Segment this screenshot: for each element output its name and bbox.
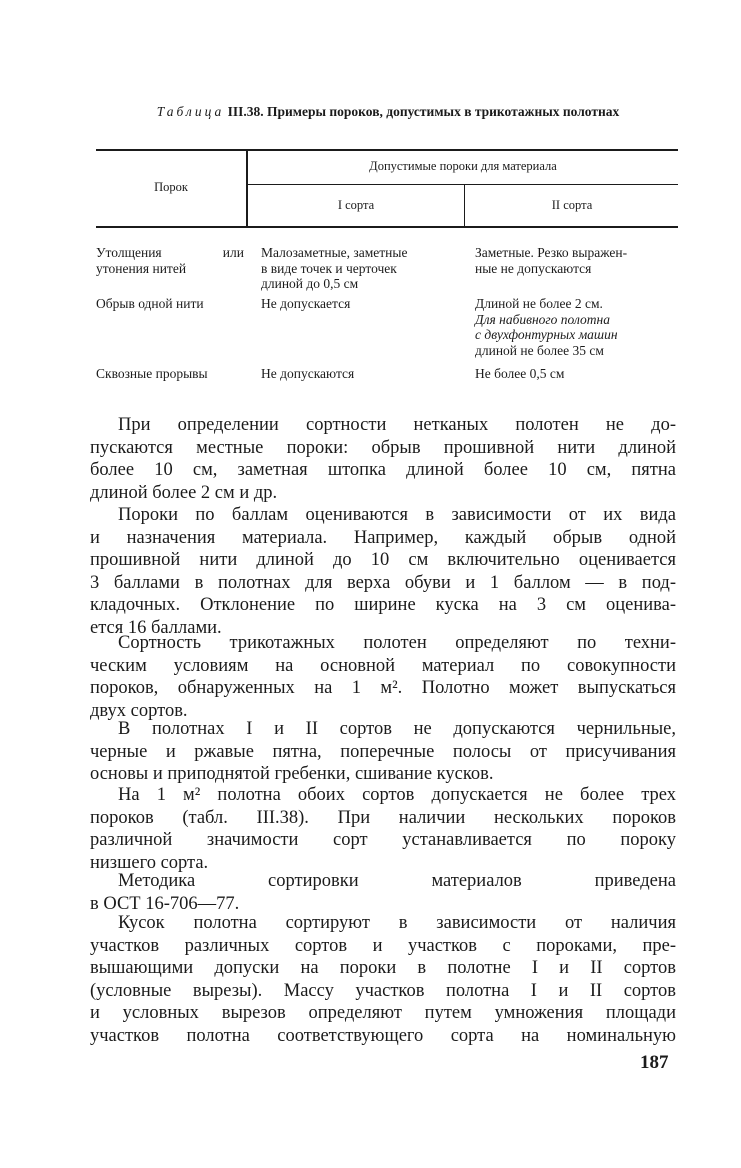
text-line: черные и ржавые пятна, поперечные полосы от присучивания (90, 741, 676, 762)
text-line: (условные вырезы). Массу участков полотна I и II сортов (90, 980, 676, 1001)
text-line: и условных вырезов определяют путем умножения площади (90, 1003, 676, 1023)
text-line: участков полотна соответствующего сорта на номинальную (90, 1025, 676, 1046)
text-line: вышающими допуски на пороки в полотне I и II сортов (90, 958, 676, 978)
text-line: двух сортов. (90, 700, 188, 721)
table-row-3-defect (96, 366, 256, 382)
paragraph-1 (90, 414, 676, 504)
header-grade-2: II сорта (551, 198, 593, 212)
cell-line: в виде точек и черточек (261, 260, 397, 276)
text-line: пороков (табл. III.38). При наличии нескольких пороков (90, 807, 676, 828)
text-line: Сортность трикотажных полотен определяют по техни- (118, 633, 676, 653)
cell-line: длиной не более 35 см (475, 342, 604, 358)
header-grade-1: I сорта (337, 198, 375, 212)
table-row-1-grade-1 (261, 245, 461, 292)
page-number: 187 (640, 1052, 669, 1073)
table-caption-lead: Таблица (156, 104, 225, 119)
table-row-2-grade-2 (475, 296, 680, 358)
table-grade-divider (464, 185, 465, 227)
table-row-2-grade-1 (261, 296, 461, 312)
cell-line: Утолщения или (96, 245, 244, 260)
text-line: пороков, обнаруженных на 1 м². Полотно может выпускаться (90, 678, 676, 698)
cell-line: Не допускается (261, 296, 351, 311)
text-line: и назначения материала. Например, каждый обрыв одной (90, 527, 676, 548)
table-row-3-grade-1 (261, 366, 461, 382)
text-line: основы и приподнятой гребенки, сшивание кусков. (90, 764, 494, 784)
text-line: ческим условиям на основной материал по совокупности (90, 655, 676, 676)
cell-line: Малозаметные, заметные (261, 245, 408, 260)
cell-line: Длиной не более 2 см. (475, 296, 603, 311)
header-defect: Порок (154, 180, 188, 194)
table-top-rule (96, 149, 678, 151)
table-row-1-defect (96, 245, 244, 276)
cell-line: утонения нитей (96, 260, 187, 276)
cell-line: ные не допускаются (475, 260, 592, 276)
cell-line: Заметные. Резко выражен- (475, 245, 628, 260)
text-line: На 1 м² полотна обоих сортов допускается не более трех (118, 785, 676, 805)
text-line: низшего сорта. (90, 852, 209, 873)
text-line: ется 16 баллами. (90, 617, 222, 638)
text-line: 3 баллами в полотнах для верха обуви и 1 баллом — в под- (90, 572, 676, 593)
table-row-2-defect (96, 296, 244, 312)
text-line: участков различных сортов и участков с пороками, пре- (90, 935, 676, 956)
cell-line: Сквозные прорывы (96, 366, 208, 381)
text-line: В полотнах I и II сортов не допускаются чернильные, (118, 719, 676, 739)
table-caption (96, 104, 680, 119)
cell-line: Не более 0,5 см (475, 366, 565, 381)
text-line: При определении сортности нетканых полотен не до- (118, 415, 676, 435)
header-allowed-defects: Допустимые пороки для материала (369, 159, 557, 173)
text-line: Кусок полотна сортируют в зависимости от наличия (118, 913, 676, 933)
table-caption-text: III.38. Примеры пороков, допустимых в трикотажных полотнах (227, 104, 620, 119)
paragraph-5 (90, 784, 676, 874)
text-line: длиной более 2 см и др. (90, 482, 278, 503)
text-line: более 10 см, заметная штопка длиной более 10 см, пятна (90, 460, 676, 480)
table-subheader-rule (247, 184, 678, 185)
text-line: в ОСТ 16-706—77. (90, 893, 240, 914)
cell-line: длиной до 0,5 см (261, 276, 359, 291)
text-line: пускаются местные пороки: обрыв прошивной нити длиной (90, 437, 676, 458)
text-line: Методика сортировки материалов приведена (118, 871, 676, 891)
cell-line: Обрыв одной нити (96, 296, 204, 311)
paragraph-7 (90, 912, 676, 1047)
text-line: различной значимости сорт устанавливается по пороку (90, 830, 676, 850)
paragraph-2 (90, 504, 676, 639)
text-line: кладочных. Отклонение по ширине куска на 3 см оценива- (90, 595, 676, 615)
cell-line: Для набивного полотна (475, 311, 610, 327)
table-row-3-grade-2 (475, 366, 680, 382)
table-row-1-grade-2 (475, 245, 680, 276)
paragraph-3 (90, 632, 676, 722)
cell-line: с двухфонтурных машин (475, 327, 618, 342)
cell-line: Не допускаются (261, 366, 355, 381)
text-line: Пороки по баллам оцениваются в зависимости от их вида (118, 505, 676, 525)
table-header-bottom-rule (96, 226, 678, 228)
paragraph-6 (90, 870, 676, 915)
text-line: прошивной нити длиной до 10 см включительно оценивается (90, 550, 676, 570)
paragraph-4 (90, 718, 676, 786)
